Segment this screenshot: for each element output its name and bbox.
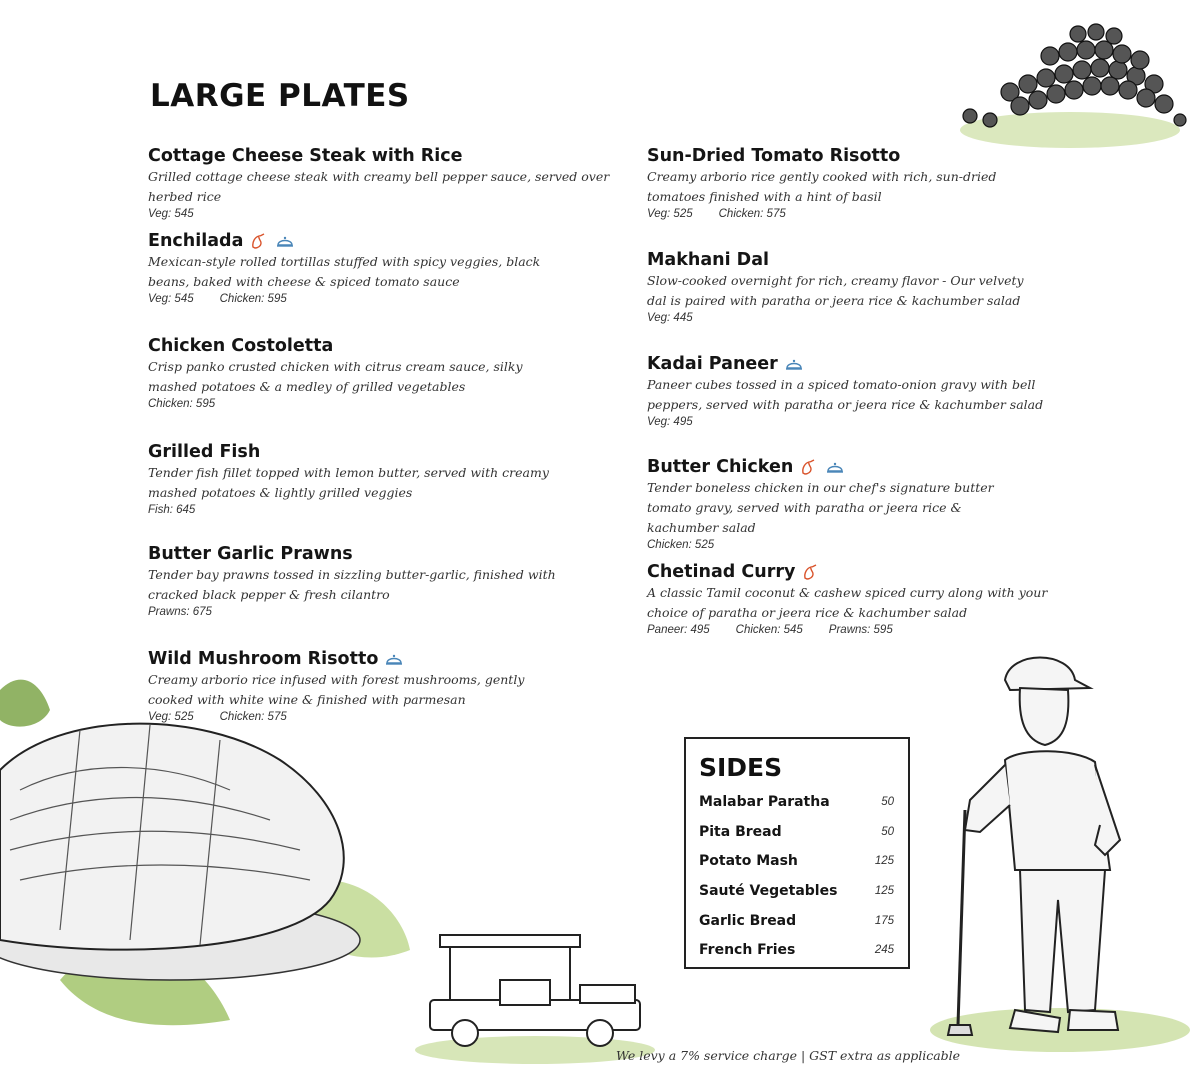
side-price: 245 [874,944,894,956]
dish-name: Kadai Paneer [647,354,778,374]
price: Chicken: 595 [148,398,216,410]
menu-item [647,247,1117,324]
dish-description: Grilled cottage cheese steak with creamy bell pepper sauce, served over herbed rice [148,169,610,204]
price: Veg: 445 [647,312,693,324]
dish-description: Tender fish fillet topped with lemon butter, served with creamy mashed potatoes & lightly grilled veggies [148,465,549,500]
price-row [148,606,618,618]
dish-description: Slow-cooked overnight for rich, creamy flavor - Our velvety dal is paired with paratha or jeera rice & kachumber salad [647,273,1024,308]
cloche-icon [275,232,295,250]
side-item [699,938,894,962]
dish-name: Chicken Costoletta [148,336,334,356]
dish-description: A classic Tamil coconut & cashew spiced curry along with your choice of paratha or jeera rice & kachumber salad [647,585,1048,620]
menu-item [148,646,618,723]
price-row [647,312,1117,324]
dish-description: Creamy arborio rice gently cooked with rich, sun-dried tomatoes finished with a hint of basil [647,169,997,204]
menu-item [647,143,1117,220]
dish-description: Crisp panko crusted chicken with citrus cream sauce, silky mashed potatoes & a medley of grilled vegetables [148,359,523,394]
price: Veg: 495 [647,416,693,428]
dish-description: Mexican-style rolled tortillas stuffed with spicy veggies, black beans, baked with cheese & spiced tomato sauce [148,254,541,289]
side-item [699,879,894,903]
price-row [647,624,1117,636]
price: Prawns: 675 [148,606,212,618]
price: Veg: 525 [647,208,693,220]
price: Chicken: 525 [647,539,715,551]
side-item [699,820,894,844]
price: Veg: 545 [148,208,194,220]
dish-name: Sun-Dried Tomato Risotto [647,146,901,166]
cloche-icon [784,355,804,373]
side-item [699,909,894,933]
side-price: 50 [881,796,894,808]
side-item [699,849,894,873]
price: Chicken: 575 [219,711,287,723]
side-name: Pita Bread [699,824,782,840]
price-row [647,416,1117,428]
side-name: Garlic Bread [699,913,797,929]
side-price: 50 [881,826,894,838]
side-name: Potato Mash [699,853,798,869]
menu-item [148,541,618,618]
price: Fish: 645 [148,504,196,516]
golfer-illustration [910,640,1190,1060]
dish-description: Creamy arborio rice infused with forest mushrooms, gently cooked with white wine & finished with parmesan [148,672,525,707]
dish-name: Chetinad Curry [647,562,796,582]
price-row [148,208,618,220]
price: Veg: 525 [148,711,194,723]
cloche-icon [384,650,404,668]
dish-name: Butter Garlic Prawns [148,544,353,564]
page-title: LARGE PLATES [150,78,410,114]
dish-description: Paneer cubes tossed in a spiced tomato-onion gravy with bell peppers, served with paratha or jeera rice & kachumber salad [647,377,1044,412]
price: Prawns: 595 [828,624,893,636]
dish-name: Cottage Cheese Steak with Rice [148,146,463,166]
price-row [148,504,618,516]
side-price: 175 [874,915,894,927]
sides-box [684,737,910,969]
cloche-icon [825,458,845,476]
price-row [148,293,618,305]
side-price: 125 [874,885,894,897]
dish-name: Butter Chicken [647,457,794,477]
menu-item [647,351,1117,428]
golf-cart-illustration [410,925,660,1065]
footer-note: We levy a 7% service charge | GST extra as applicable [616,1048,961,1063]
dish-name: Grilled Fish [148,442,261,462]
price: Chicken: 595 [219,293,287,305]
menu-item [148,143,618,220]
price-row [647,208,1117,220]
menu-item [647,454,1117,551]
menu-item [148,439,618,516]
sides-title: SIDES [699,753,783,782]
side-item [699,790,894,814]
price-row [148,711,618,723]
dish-description: Tender bay prawns tossed in sizzling butter-garlic, finished with cracked black pepper & fresh cilantro [148,567,556,602]
price: Paneer: 495 [647,624,710,636]
price: Chicken: 575 [718,208,786,220]
price-row [647,539,1117,551]
peas-illustration [950,20,1190,150]
dish-name: Makhani Dal [647,250,770,270]
spicy-icon [799,458,819,476]
spicy-icon [249,232,269,250]
menu-item [148,228,618,305]
dish-description: Tender boneless chicken in our chef's signature butter tomato gravy, served with paratha or jeera rice & kachumber salad [647,480,994,535]
side-name: Malabar Paratha [699,794,830,810]
menu-item [148,333,618,410]
side-name: Sauté Vegetables [699,883,838,899]
side-price: 125 [874,855,894,867]
dish-name: Enchilada [148,231,244,251]
price-row [148,398,618,410]
price: Veg: 545 [148,293,194,305]
menu-item [647,559,1117,636]
dish-name: Wild Mushroom Risotto [148,649,379,669]
side-name: French Fries [699,942,796,958]
spicy-icon [801,563,821,581]
price: Chicken: 545 [735,624,803,636]
